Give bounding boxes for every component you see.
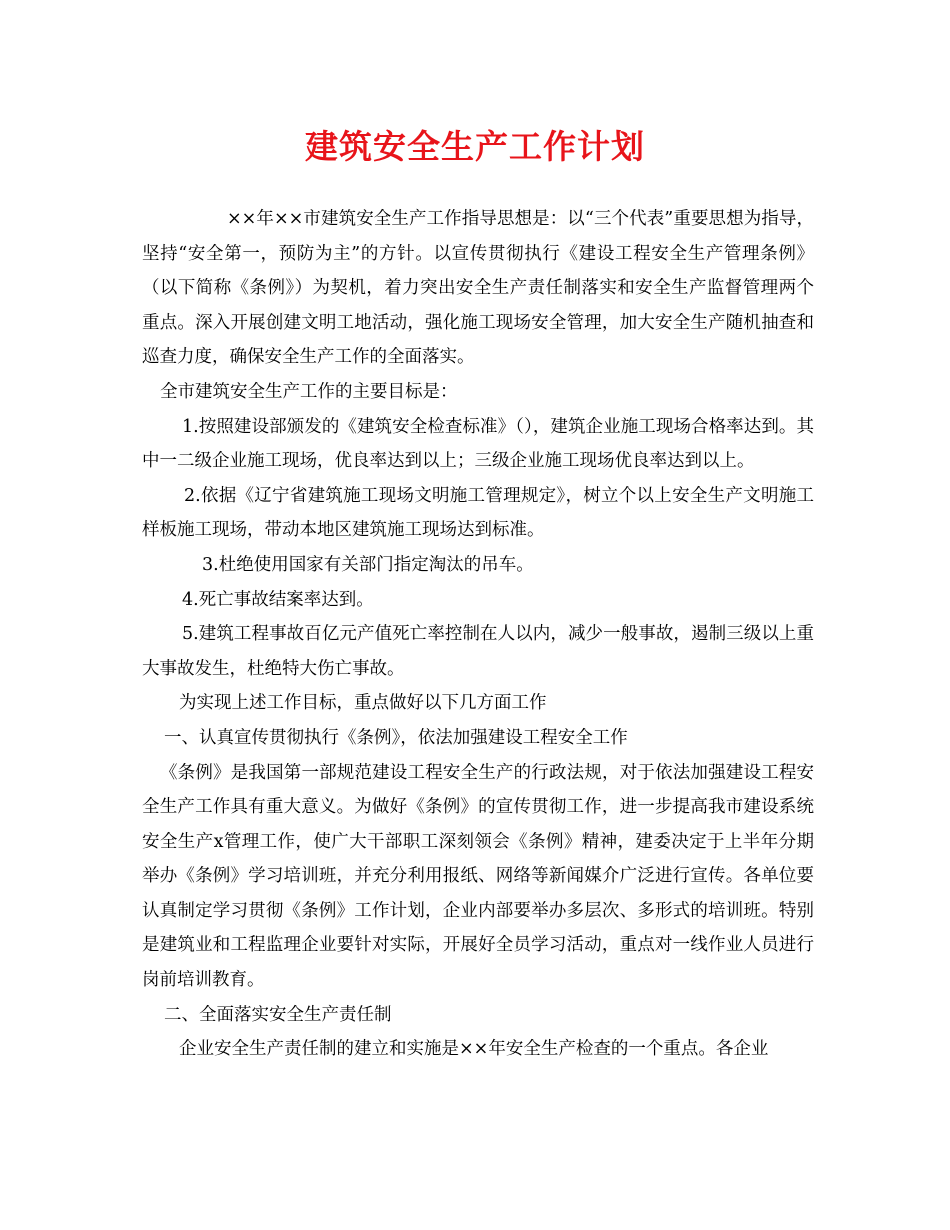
paragraph-section-1-body: 《条例》是我国第一部规范建设工程安全生产的行政法规，对于依法加强建设工程安全生产工作具有重大意义。为做好《条例》的宣传贯彻工作，进一步提高我市建设系统安全生产x管理工作，使广大干部职工深刻领会《条例》精神，建委决定于上半年分期举办《条例》学习培训班，并充分利用报纸、网络等新闻媒介广泛进行宣传。各单位要认真制定学习贯彻《条例》工作计划，企业内部要举办多层次、多形式的培训班。特别是建筑业和工程监理企业要针对实际，开展好全员学习活动，重点对一线作业人员进行岗前培训教育。 [142,762,814,991]
document-body [142,202,814,1067]
section-heading-2: 二、全面落实安全生产责任制 [164,1004,392,1025]
paragraph-section-2-body: 企业安全生产责任制的建立和实施是××年安全生产检查的一个重点。各企业 [179,1039,769,1060]
paragraph-guiding-ideology: ××年××市建筑安全生产工作指导思想是：以“三个代表”重要思想为指导，坚持“安全第一，预防为主”的方针。以宣传贯彻执行《建设工程安全生产管理条例》（以下简称《条例》）为契机，着力突出安全生产责任制落实和安全生产监督管理两个重点。深入开展创建文明工地活动，强化施工现场安全管理，加大安全生产随机抽查和巡查力度，确保安全生产工作的全面落实。 [142,209,814,368]
document-title: 建筑安全生产工作计划 [305,127,645,166]
paragraph-work-focus-intro: 为实现上述工作目标，重点做好以下几方面工作 [179,693,547,714]
section-heading-1: 一、认真宣传贯彻执行《条例》，依法加强建设工程安全工作 [164,727,628,748]
paragraph-goal-2: 2.依据《辽宁省建筑施工现场文明施工管理规定》，树立个以上安全生产文明施工样板施工现场，带动本地区建筑施工现场达到标准。 [142,485,814,541]
paragraph-goal-4: 4.死亡事故结案率达到。 [182,589,374,610]
paragraph-goal-5: 5.建筑工程事故百亿元产值死亡率控制在人以内，减少一般事故，遏制三级以上重大事故发生，杜绝特大伤亡事故。 [142,624,814,679]
paragraph-goal-1: 1.按照建设部颁发的《建筑安全检查标准》（），建筑企业施工现场合格率达到。其中一二级企业施工现场，优良率达到以上；三级企业施工现场优良率达到以上。 [142,416,814,472]
paragraph-goal-3: 3.杜绝使用国家有关部门指定淘汰的吊车。 [202,554,534,575]
paragraph-main-goals-intro: 全市建筑安全生产工作的主要目标是： [160,381,458,402]
